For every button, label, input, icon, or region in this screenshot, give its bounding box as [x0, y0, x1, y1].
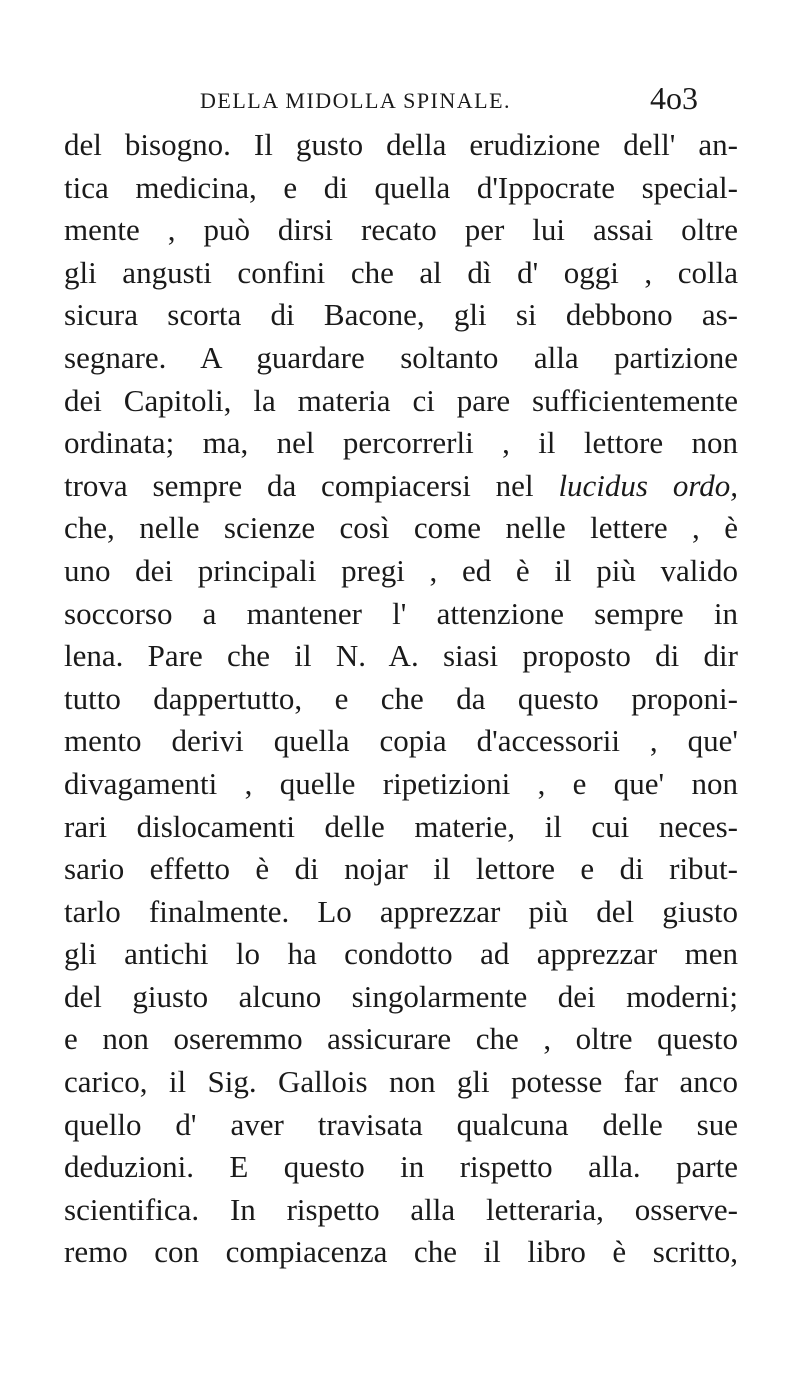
text-line: quello d' aver travisata qualcuna delle sue: [64, 1106, 738, 1142]
text-line: deduzioni. E questo in rispetto alla. parte: [64, 1149, 738, 1185]
text-line: carico, il Sig. Gallois non gli potesse far anco: [64, 1064, 738, 1100]
text-line: tarlo finalmente. Lo apprezzar più del giusto: [64, 893, 738, 929]
text-line: del bisogno. Il gusto della erudizione dell' an-: [64, 127, 738, 162]
text-line: gli angusti confini che al dì d' oggi , colla: [64, 254, 738, 290]
page-number: 4o3: [650, 80, 698, 116]
text-line: e non oseremmo assicurare che , oltre questo: [64, 1021, 738, 1057]
text-line: del giusto alcuno singolarmente dei moderni;: [64, 978, 738, 1014]
text-line: dei Capitoli, la materia ci pare sufficientemente: [64, 382, 738, 418]
text-line: tutto dappertutto, e che da questo proponi-: [64, 680, 738, 716]
text-line: segnare. A guardare soltanto alla partizione: [64, 339, 738, 375]
running-head: DELLA MIDOLLA SPINALE.: [200, 88, 512, 113]
text-segment: trova sempre da compiacersi nel: [64, 467, 534, 503]
text-line: sario effetto è di nojar il lettore e di ribut-: [64, 851, 738, 887]
text-line: uno dei principali pregi , ed è il più valido: [64, 552, 738, 588]
text-line: scientifica. In rispetto alla letteraria, osserve-: [64, 1191, 738, 1227]
text-line-with-italic: [64, 465, 738, 508]
text-line: divagamenti , quelle ripetizioni , e que' non: [64, 765, 738, 801]
text-line: gli antichi lo ha condotto ad apprezzar men: [64, 936, 738, 972]
text-line: remo con compiacenza che il libro è scritto,: [64, 1234, 738, 1270]
italic-phrase: lucidus ordo,: [558, 467, 739, 503]
text-line: soccorso a mantener l' attenzione sempre in: [64, 595, 738, 631]
text-line: lena. Pare che il N. A. siasi proposto di dir: [64, 638, 738, 674]
text-line: sicura scorta di Bacone, gli si debbono as-: [64, 297, 738, 333]
body-text: [64, 124, 738, 1274]
text-line: rari dislocamenti delle materie, il cui neces-: [64, 808, 738, 844]
text-line: che, nelle scienze così come nelle lettere , è: [64, 510, 738, 546]
text-line: ordinata; ma, nel percorrerli , il lettore non: [64, 425, 738, 461]
text-line: mento derivi quella copia d'accessorii , que': [64, 723, 738, 759]
text-line: mente , può dirsi recato per lui assai oltre: [64, 212, 738, 248]
text-line: tica medicina, e di quella d'Ippocrate special-: [64, 169, 738, 205]
